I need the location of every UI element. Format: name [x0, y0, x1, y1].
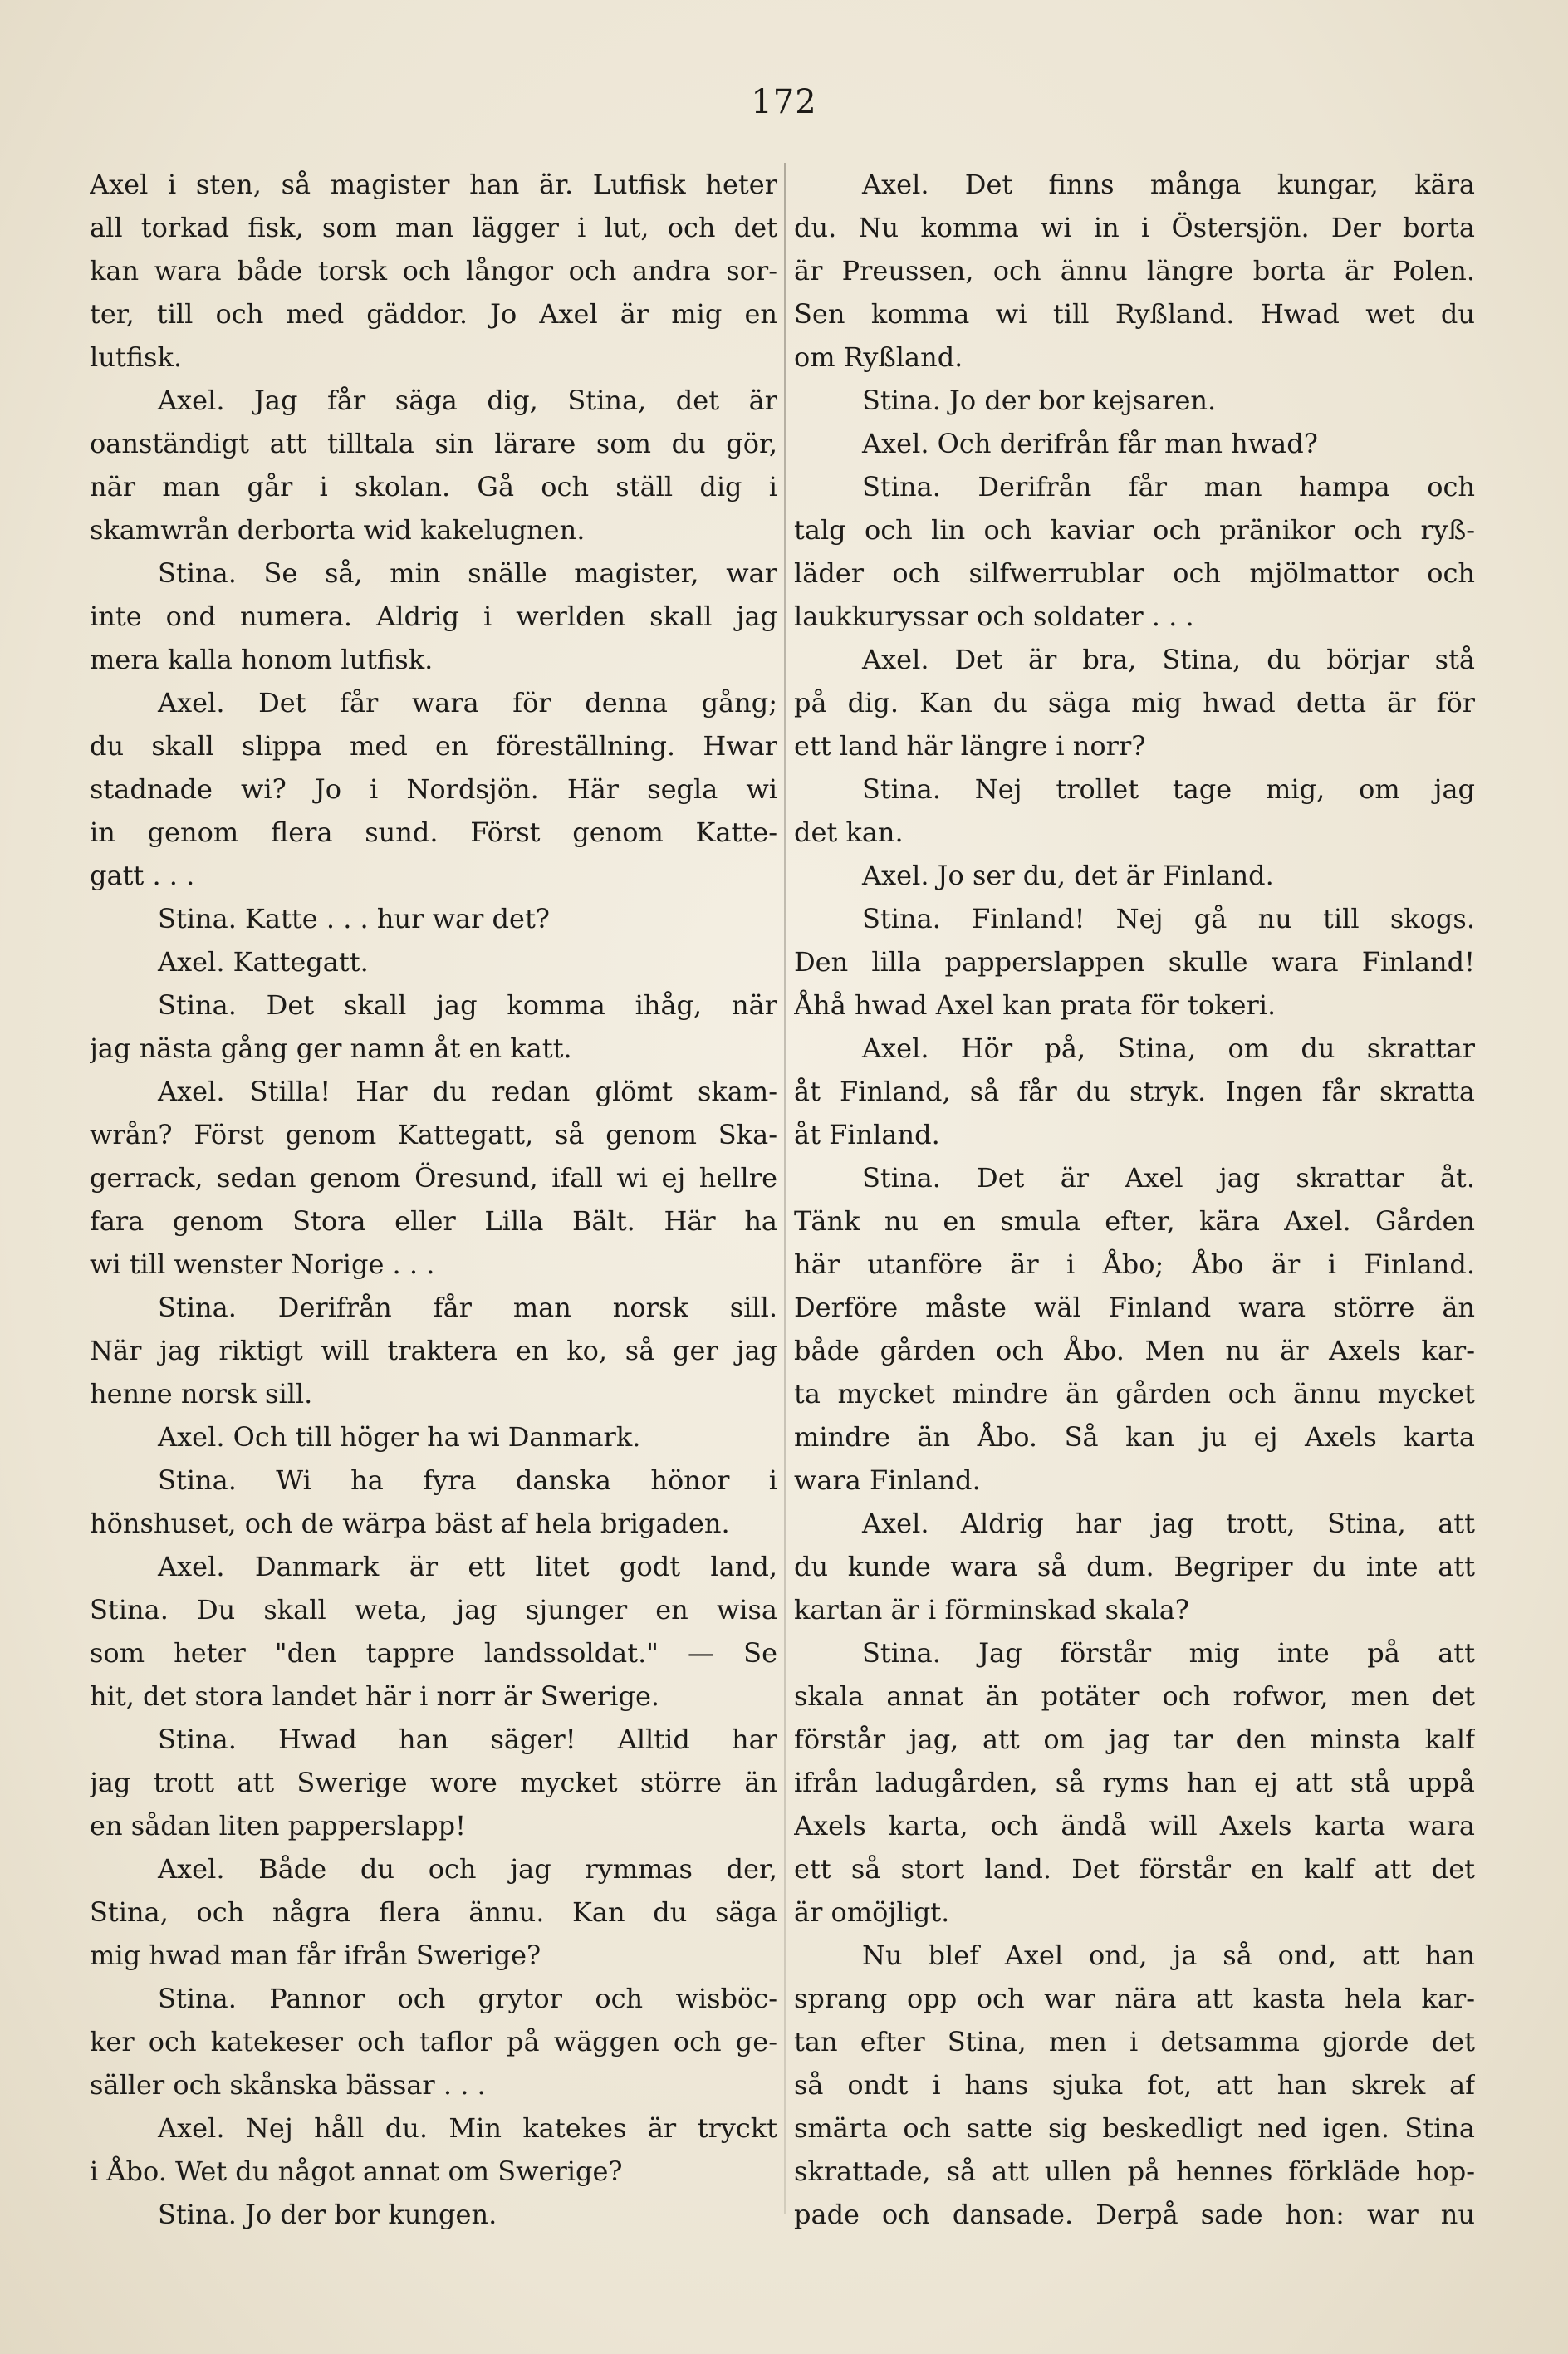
text-line: inte ond numera. Aldrig i werlden skall jag: [90, 601, 777, 632]
text-line: Axel. Det finns många kungar, kära: [862, 169, 1475, 200]
text-line: Axel. Jag får säga dig, Stina, det är: [158, 385, 777, 416]
text-line: Sen komma wi till Ryßland. Hwad wet du: [794, 298, 1475, 330]
text-line: all torkad fisk, som man lägger i lut, och det: [90, 212, 777, 243]
text-line: Stina. Pannor och grytor och wisböc-: [158, 1983, 777, 2014]
text-line: Nu blef Axel ond, ja så ond, att han: [862, 1940, 1475, 1971]
text-line: tan efter Stina, men i detsamma gjorde det: [794, 2026, 1475, 2057]
text-line: som heter "den tappre landssoldat." — Se: [90, 1637, 777, 1669]
text-line: Stina. Se så, min snälle magister, war: [158, 557, 777, 589]
text-line: Axel. Danmark är ett litet godt land,: [158, 1551, 777, 1582]
text-line: in genom flera sund. Först genom Katte-: [90, 817, 777, 848]
text-line: jag trott att Swerige wore mycket större än: [90, 1767, 777, 1798]
text-line: en sådan liten papperslapp!: [90, 1810, 466, 1842]
text-line: När jag riktigt will traktera en ko, så ger jag: [90, 1335, 777, 1366]
right-column: [794, 163, 1475, 2236]
text-line: Axel. Nej håll du. Min katekes är tryckt: [158, 2112, 777, 2144]
text-line: Stina, och några flera ännu. Kan du säga: [90, 1896, 777, 1928]
text-line: så ondt i hans sjuka fot, att han skrek af: [794, 2069, 1475, 2101]
text-line: mindre än Åbo. Så kan ju ej Axels karta: [794, 1421, 1475, 1453]
text-line: Axel. Aldrig har jag trott, Stina, att: [862, 1508, 1475, 1539]
text-line: Tänk nu en smula efter, kära Axel. Gården: [794, 1205, 1475, 1237]
text-line: ett så stort land. Det förstår en kalf att det: [794, 1853, 1475, 1885]
text-line: kan wara både torsk och långor och andra sor-: [90, 255, 777, 287]
text-line: henne norsk sill.: [90, 1378, 313, 1410]
text-line: gatt . . .: [90, 860, 195, 891]
text-line: Den lilla papperslappen skulle wara Finland!: [794, 946, 1475, 978]
text-line: Stina. Du skall weta, jag sjunger en wisa: [90, 1594, 777, 1626]
text-line: hönshuset, och de wärpa bäst af hela brigaden.: [90, 1508, 730, 1539]
text-line: Stina. Finland! Nej gå nu till skogs.: [862, 903, 1475, 934]
text-line: Stina. Hwad han säger! Alltid har: [158, 1724, 777, 1755]
text-line: säller och skånska bässar . . .: [90, 2069, 486, 2101]
text-line: laukkuryssar och soldater . . .: [794, 601, 1194, 632]
text-line: åt Finland.: [794, 1119, 940, 1150]
text-line: läder och silfwerrublar och mjölmattor och: [794, 557, 1475, 589]
text-line: pade och dansade. Derpå sade hon: war nu: [794, 2199, 1475, 2230]
text-line: ett land här längre i norr?: [794, 730, 1146, 762]
text-line: Axel. Kattegatt.: [158, 946, 369, 978]
text-line: åt Finland, så får du stryk. Ingen får skratta: [794, 1076, 1475, 1107]
text-line: är omöjligt.: [794, 1896, 950, 1928]
text-line: wi till wenster Norige . . .: [90, 1248, 435, 1280]
text-line: det kan.: [794, 817, 904, 848]
text-line: Axel. Det är bra, Stina, du börjar stå: [862, 644, 1475, 675]
text-line: Axel. Både du och jag rymmas der,: [158, 1853, 777, 1885]
text-line: Stina. Wi ha fyra danska hönor i: [158, 1464, 777, 1496]
text-line: stadnade wi? Jo i Nordsjön. Här segla wi: [90, 773, 777, 805]
text-line: Axel. Det får wara för denna gång;: [158, 687, 777, 718]
text-line: både gården och Åbo. Men nu är Axels kar-: [794, 1335, 1475, 1366]
text-line: Axel. Stilla! Har du redan glömt skam-: [158, 1076, 777, 1107]
column-divider: [784, 163, 786, 2214]
text-line: Stina. Derifrån får man hampa och: [862, 471, 1475, 503]
text-line: fara genom Stora eller Lilla Bält. Här ha: [90, 1205, 777, 1237]
text-line: ifrån ladugården, så ryms han ej att stå uppå: [794, 1767, 1475, 1798]
text-line: Stina. Derifrån får man norsk sill.: [158, 1292, 777, 1323]
text-line: hit, det stora landet här i norr är Swerige.: [90, 1680, 660, 1712]
text-line: oanständigt att tilltala sin lärare som du gör,: [90, 428, 777, 459]
text-line: Stina. Jag förstår mig inte på att: [862, 1637, 1475, 1669]
text-line: skrattade, så att ullen på hennes förkläde hop-: [794, 2155, 1475, 2187]
text-line: här utanföre är i Åbo; Åbo är i Finland.: [794, 1248, 1475, 1280]
text-line: lutfisk.: [90, 341, 183, 373]
text-line: jag nästa gång ger namn åt en katt.: [90, 1032, 572, 1064]
text-line: Stina. Katte . . . hur war det?: [158, 903, 550, 934]
page-number: 172: [751, 83, 817, 121]
text-line: är Preussen, och ännu längre borta är Polen.: [794, 255, 1475, 287]
text-line: på dig. Kan du säga mig hwad detta är för: [794, 687, 1475, 718]
text-line: Axel i sten, så magister han är. Lutfisk heter: [90, 169, 777, 200]
text-line: Stina. Det är Axel jag skrattar åt.: [862, 1162, 1475, 1194]
text-line: kartan är i förminskad skala?: [794, 1594, 1189, 1626]
text-line: mera kalla honom lutfisk.: [90, 644, 434, 675]
text-line: Axel. Och derifrån får man hwad?: [862, 428, 1318, 459]
text-line: mig hwad man får ifrån Swerige?: [90, 1940, 541, 1971]
text-line: du. Nu komma wi in i Östersjön. Der borta: [794, 212, 1475, 243]
text-line: Axel. Jo ser du, det är Finland.: [862, 860, 1274, 891]
text-line: i Åbo. Wet du något annat om Swerige?: [90, 2155, 623, 2187]
text-line: Axel. Och till höger ha wi Danmark.: [158, 1421, 641, 1453]
text-line: gerrack, sedan genom Öresund, ifall wi ej hellre: [90, 1162, 777, 1194]
text-line: smärta och satte sig beskedligt ned igen. Stina: [794, 2112, 1475, 2144]
text-line: ker och katekeser och taflor på wäggen och ge-: [90, 2026, 777, 2057]
text-line: du skall slippa med en föreställning. Hwar: [90, 730, 777, 762]
text-line: sprang opp och war nära att kasta hela kar-: [794, 1983, 1475, 2014]
text-line: Stina. Nej trollet tage mig, om jag: [862, 773, 1475, 805]
text-line: Axel. Hör på, Stina, om du skrattar: [862, 1032, 1475, 1064]
text-line: skamwrån derborta wid kakelugnen.: [90, 514, 586, 546]
text-line: ter, till och med gäddor. Jo Axel är mig en: [90, 298, 777, 330]
text-line: du kunde wara så dum. Begriper du inte att: [794, 1551, 1475, 1582]
text-line: wrån? Först genom Kattegatt, så genom Ska-: [90, 1119, 777, 1150]
text-line: förstår jag, att om jag tar den minsta kalf: [794, 1724, 1475, 1755]
text-line: när man går i skolan. Gå och ställ dig i: [90, 471, 777, 503]
text-line: Axels karta, och ändå will Axels karta wara: [794, 1810, 1475, 1842]
left-column: [90, 163, 777, 2236]
text-line: Derföre måste wäl Finland wara större än: [794, 1292, 1475, 1323]
text-line: Stina. Det skall jag komma ihåg, när: [158, 989, 777, 1021]
text-line: wara Finland.: [794, 1464, 981, 1496]
text-line: Åhå hwad Axel kan prata för tokeri.: [794, 989, 1276, 1021]
text-line: skala annat än potäter och rofwor, men det: [794, 1680, 1475, 1712]
text-line: Stina. Jo der bor kejsaren.: [862, 385, 1217, 416]
text-line: Stina. Jo der bor kungen.: [158, 2199, 497, 2230]
text-line: ta mycket mindre än gården och ännu mycket: [794, 1378, 1475, 1410]
text-line: om Ryßland.: [794, 341, 963, 373]
text-line: talg och lin och kaviar och pränikor och ryß-: [794, 514, 1475, 546]
